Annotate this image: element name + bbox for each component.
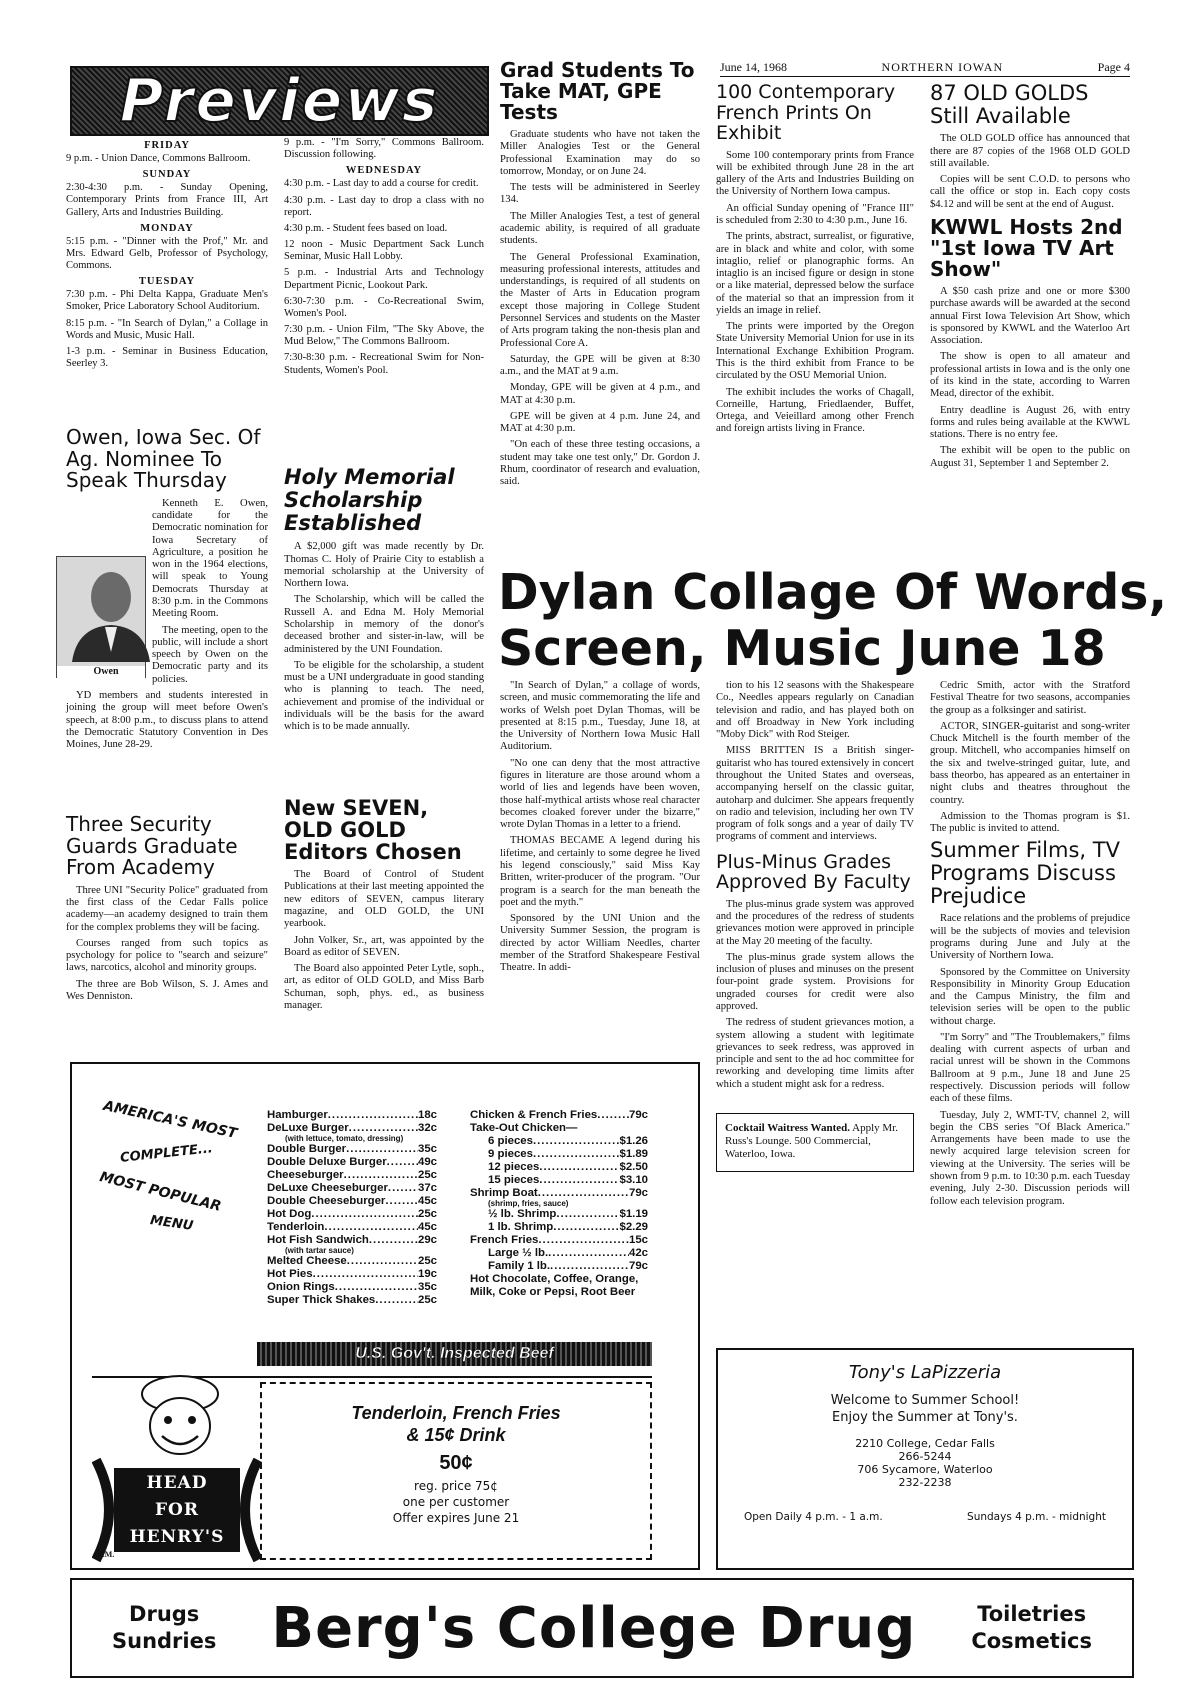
coupon-line-2: & 15¢ Drink [406,1425,506,1445]
menu-item [470,1221,648,1234]
menu-item-price: 25c [417,1208,437,1220]
menu-item-label: Cheeseburger [267,1169,344,1181]
paragraph: The Scholarship, which will be called the Russell A. and Edna M. Holy Memorial Scholarship in memory of the donor's deceased brother and sister-in-law, will be administered by the UNI Foundation. [284,594,484,655]
grad-article [500,60,700,493]
logo-line-2: FOR [154,1500,199,1520]
owen-photo [56,556,146,678]
menu-dot-leader [347,1255,418,1268]
paragraph: GPE will be given at 4 p.m. June 24, and MAT at 4:30 p.m. [500,410,700,435]
bergs-right [971,1601,1092,1655]
menu-item-price: $2.29 [619,1221,648,1233]
menu-item-price: 42c [628,1247,648,1259]
coupon-offer: Offer expires June 21 [392,1511,520,1525]
previews-entry: 7:30 p.m. - Phi Delta Kappa, Graduate Men's Smoker, Price Laboratory School Auditorium. [66,289,268,313]
menu-item [267,1281,437,1294]
dylan-headline-line2: Screen, Music June 18 [498,620,1106,677]
menu-item-price: 25c [417,1255,437,1267]
menu-item-note: (with lettuce, tomato, dressing) [285,1134,404,1143]
menu-dot-leader [533,1148,620,1161]
menu-item [470,1234,648,1247]
tonys-hours-sunday: Sundays 4 p.m. - midnight [967,1511,1106,1523]
owen-lead-text: Kenneth E. Owen, candidate for the Democratic nomination for Iowa Secretary of Agriculture, a position he won in the 1964 elections, will speak to Young Democrats Thursday at 8:30 p.m. in the Commons Meeting Room. [152,497,268,620]
security-body [66,885,268,1004]
paragraph: The exhibit includes the works of Chagall, Corneille, Hartung, Friedlaender, Buffet, Ortega, and Veieillard among other French and foreign artists living in France. [716,386,914,435]
editors-article [284,795,484,1016]
golds-body [930,133,1130,211]
menu-item [267,1109,437,1122]
paragraph: Graduate students who have not taken the Miller Analogies Test or the General Professional Examination may do so tomorrow, Monday, or on June 24. [500,129,700,177]
logo-tm: T.M. [98,1550,115,1559]
paragraph: An official Sunday opening of "France III" is scheduled from 2:30 to 4:30 p.m., June 16. [716,202,914,226]
previews-entry: 5:15 p.m. - "Dinner with the Prof," Mr. and Mrs. Edward Gelb, Professor of Psychology, Commons. [66,235,268,272]
menu-item-price: 15c [628,1234,648,1246]
paragraph: tion to his 12 seasons with the Shakespeare Co., Needles appears regularly on Canadian television and radio, and has played both on and off Broadway in New York including "Moby Dick" with Rod Steiger. [716,680,914,741]
menu-item-label: ½ lb. Shrimp [488,1208,557,1220]
paragraph: The Miller Analogies Test, a test of general academic ability, is required of all graduate students. [500,210,700,247]
menu-item-price: 49c [417,1156,437,1168]
previews-column-2 [284,137,484,381]
menu-item-label: Tenderloin [267,1221,325,1233]
bergs-left [112,1601,216,1655]
menu-dot-leader [375,1294,418,1307]
menu-item-label: DeLuxe Cheeseburger [267,1182,388,1194]
owen-article [66,425,268,755]
paragraph: "No one can deny that the most attractive figures in literature are those around whom a world of lies and legends have been woven, those half-mythical artists whose real character becomes cloaked forever under the bizarre," wrote Dylan Thomas in a letter to a friend. [500,757,700,831]
dylan-body-3 [930,680,1130,835]
henrys-menu-right [470,1109,648,1299]
owen-caption: Owen [57,666,145,678]
menu-item-price: 79c [628,1187,648,1199]
menu-item-price: 25c [417,1169,437,1181]
menu-item-price: $3.10 [619,1174,648,1186]
menu-item-label: Take-Out Chicken— [470,1122,578,1134]
dylan-column-3 [930,680,1130,1212]
menu-item-label: Super Thick Shakes [267,1294,376,1306]
menu-item-price: 18c [417,1109,437,1121]
menu-item-price: 32c [417,1122,437,1134]
menu-item [267,1182,437,1195]
slogan-line-4: MENU [149,1213,195,1234]
editors-body [284,869,484,1012]
masthead-paper: NORTHERN IOWAN [881,60,1004,74]
menu-item [267,1255,437,1268]
menu-item-label: Shrimp Boat [470,1187,538,1199]
menu-dot-leader [550,1260,629,1273]
menu-item-label: Double Burger [267,1143,347,1155]
bergs-cosmetics: Cosmetics [971,1629,1092,1653]
menu-item [267,1156,437,1169]
menu-item-label: 15 pieces [488,1174,540,1186]
slogan-line-3: MOST POPULAR [97,1169,223,1215]
owen-headline: Owen, Iowa Sec. Of Ag. Nominee To Speak Thursday [66,425,261,493]
tonys-name: Tony's LaPizzeria [848,1362,1002,1383]
dylan-headline-line1: Dylan Collage Of Words, [498,564,1168,621]
henrys-menu-left [267,1109,437,1307]
menu-item-label: Onion Rings [267,1281,335,1293]
menu-dot-leader [533,1135,620,1148]
paragraph: Courses ranged from such topics as psychology for police to "search and seizure" laws, narcotics, alcohol and minority groups. [66,937,268,974]
menu-item [267,1143,437,1156]
logo-line-1: HEAD [146,1473,208,1493]
paragraph: A $50 cash prize and one or more $300 purchase awards will be awarded at the second annual First Iowa Television Art Show, which is sponsored by KWWL and the Waterloo Art Association. [930,286,1130,347]
menu-item-label: Hot Pies [267,1268,313,1280]
tonys-phone2: 232-2238 [898,1476,952,1489]
menu-item-price: 37c [417,1182,437,1194]
menu-dot-leader [346,1143,418,1156]
paragraph: "On each of these three testing occasions, a student may take one test only," Dr. Gordon J. Rhum, coordinator of research and evaluation, said. [500,439,700,488]
tonys-enjoy: Enjoy the Summer at Tony's. [832,1410,1018,1425]
menu-dot-leader [385,1195,418,1208]
summer-body [930,913,1130,1207]
logo-text [114,1470,240,1551]
paragraph: Saturday, the GPE will be given at 8:30 a.m., and the MAT at 9 a.m. [500,353,700,378]
previews-entry: 1-3 p.m. - Seminar in Business Education, Seerley 3. [66,345,268,370]
plusminus-headline: Plus-Minus Grades Approved By Faculty [716,850,911,894]
bergs-name: Berg's College Drug [271,1595,917,1661]
paragraph: MISS BRITTEN IS a British singer-guitarist who has toured extensively in concert throughout the United States and overseas, accompanying herself on the classic guitar, autoharp and dulcimer. She appears frequently on radio and television, including her own TV program of folk songs and a year of daily TV programs of comment and interviews. [716,745,914,843]
plusminus-body [716,899,914,1091]
menu-item [470,1273,648,1286]
menu-item-price: 29c [417,1234,437,1246]
masthead-date: June 14, 1968 [720,60,787,74]
paragraph: Some 100 contemporary prints from France will be exhibited through June 28 in the art gallery of the Arts and Industries Building on the University of Northern Iowa campus. [716,149,914,198]
menu-item [267,1169,437,1182]
menu-item-label: Hamburger [267,1109,328,1121]
dylan-body-2 [716,680,914,844]
previews-banner [70,66,489,136]
slogan-line-2: COMPLETE... [119,1141,214,1166]
kwwl-headline: KWWL Hosts 2nd "1st Iowa TV Art Show" [930,215,1123,282]
menu-item [470,1174,648,1187]
paragraph: Monday, GPE will be given at 4 p.m., and MAT at 4:30 p.m. [500,382,700,406]
menu-item-price: $1.19 [619,1208,648,1220]
menu-item-label: 6 pieces [488,1135,533,1147]
paragraph: Sponsored by the Committee on University Responsibility in Minority Group Education and the Campus Ministry, the film and television series will be open to the public without charge. [930,966,1130,1027]
menu-item-price: $1.26 [619,1135,648,1147]
owen-portrait-icon [67,557,155,662]
previews-entry: 7:30-8:30 p.m. - Recreational Swim for Non-Students, Women's Pool. [284,352,484,376]
menu-item-price: 19c [417,1268,437,1280]
paragraph: The prints were imported by the Oregon State University Memorial Union for use in its International Exchange Exhibition Program. This is the third exhibit from France to be circulated by the OSU Memorial Union. [716,321,914,382]
menu-item [470,1247,648,1260]
previews-entry: 2:30-4:30 p.m. - Sunday Opening, Contemporary Prints from France III, Art Gallery, Arts and Industries Building. [66,182,268,218]
security-article [66,812,268,1007]
previews-day-heading: WEDNESDAY [345,165,423,177]
menu-dot-leader [538,1234,629,1247]
menu-item-note: (with tartar sauce) [285,1246,354,1255]
golds-headline: 87 OLD GOLDS Still Available [930,81,1089,128]
menu-item-label: Large ½ lb. [488,1247,549,1259]
paragraph: The tests will be administered in Seerley 134. [500,182,700,206]
menu-item-label: Melted Cheese [267,1255,347,1267]
previews-entry: 4:30 p.m. - Last day to drop a class with no report. [284,194,484,218]
tonys-welcome: Welcome to Summer School! [830,1393,1020,1408]
bergs-sundries: Sundries [112,1629,217,1653]
menu-item [267,1195,437,1208]
tonys-addr1: 2210 College, Cedar Falls [855,1437,995,1450]
menu-item-label: 12 pieces [488,1161,540,1173]
menu-item [470,1286,648,1299]
paragraph: The Board of Control of Student Publications at their last meeting appointed the new editors of SEVEN, campus literary magazine, and OLD GOLD, the UNI yearbook. [284,869,484,930]
paragraph: Sponsored by the UNI Union and the University Summer Session, the program is directed by actor William Needles, charter member of the Stratford Shakespeare Festival Theatre. In addi- [500,913,700,974]
paragraph: Entry deadline is August 26, with entry forms and rules being available at the KWWL stations. There is no entry fee. [930,404,1130,441]
owen-p2: The meeting, open to the public, will include a short speech by Owen on the Democratic party and its policies. [152,624,268,685]
menu-dot-leader [313,1268,418,1281]
previews-entry: 6:30-7:30 p.m. - Co-Recreational Swim, Women's Pool. [284,295,484,319]
holy-article [284,462,484,738]
beef-banner [257,1342,652,1366]
previews-entry: 12 noon - Music Department Sack Lunch Seminar, Music Hall Lobby. [284,239,484,263]
previews-entry: 7:30 p.m. - Union Film, "The Sky Above, the Mud Below," The Commons Ballroom. [284,324,484,348]
menu-item-price: $2.50 [619,1161,648,1173]
menu-item-price: 35c [417,1281,437,1293]
paragraph: John Volker, Sr., art, was appointed by the Board as editor of SEVEN. [284,934,484,958]
henrys-logo [92,1364,262,1564]
paragraph: ACTOR, SINGER-guitarist and song-writer Chuck Mitchell is the fourth member of the group. Mitchell, who accompanies himself on the six and twelve-stringed guitar, lute, and bass theorbo, has appeared as an entertainer in night clubs and theatres throughout the country. [930,720,1130,806]
menu-item [470,1161,648,1174]
menu-item-price: 79c [628,1260,648,1272]
previews-entry: 9 p.m. - "I'm Sorry," Commons Ballroom. Discussion following. [284,137,484,161]
owen-p3: YD members and students interested in joining the group will meet before Owen's speech, at 8:00 p.m., to discuss plans to attend the Democratic Statutory Convention in Des Moines, June 28-29. [66,690,268,751]
editors-headline: New SEVEN, OLD GOLD Editors Chosen [284,796,462,865]
tonys-addr2: 706 Sycamore, Waterloo [857,1463,993,1476]
cocktail-ad-text: Apply Mr. Russ's Lounge. 500 Commercial, Waterloo, Iowa. [725,1121,898,1161]
menu-item [470,1122,648,1135]
menu-dot-leader [387,1156,418,1169]
paragraph: The plus-minus grade system was approved and the procedures of the redress of students grievances motion were approved in principle at the May 20 meeting of the faculty. [716,898,914,947]
paragraph: Copies will be sent C.O.D. to persons who call the office or stop in. Each copy costs $4.12 and will be sent at the end of August. [930,174,1130,210]
slogan-line-1: AMERICA'S MOST [101,1098,239,1142]
paragraph: A $2,000 gift was made recently by Dr. Thomas C. Holy of Prairie City to establish a memorial scholarship at the University of Northern Iowa. [284,541,484,590]
menu-dot-leader [553,1221,619,1234]
menu-item-label: 9 pieces [488,1148,533,1160]
paragraph: Admission to the Thomas program is $1. The public is invited to attend. [930,810,1130,835]
menu-dot-leader [344,1169,418,1182]
menu-item-label: Milk, Coke or Pepsi, Root Beer [470,1286,636,1298]
menu-item-price: 35c [417,1143,437,1155]
holy-body [284,541,484,733]
paragraph: The prints, abstract, surrealist, or figurative, are in black and white and color, with some intaglio, relief or planographic forms. An intaglio is an incised figure or design in stone or a like material, depressed below the surface of the material so that an impression from it yields an image in relief. [716,231,914,316]
paragraph: The plus-minus grade system allows the inclusion of pluses and minuses on the present four-point grade system. Provisions for ungraded courses for credit were also approved. [716,951,914,1012]
menu-dot-leader [388,1182,418,1195]
bergs-ad [70,1578,1134,1678]
paragraph: "In Search of Dylan," a collage of words, screen, and music commemorating the life and works of Welsh poet Dylan Thomas, will be presented at 8:15 p.m., Tuesday, June 18, at the University of Northern Iowa Music Hall Auditorium. [500,680,700,753]
menu-item-note: (shrimp, fries, sauce) [488,1199,569,1208]
menu-dot-leader [556,1208,619,1221]
paragraph: Race relations and the problems of prejudice will be the subjects of movies and television programs during June and July at the University of Northern Iowa. [930,913,1130,962]
menu-item-label: Double Deluxe Burger [267,1156,387,1168]
menu-item-price: 79c [628,1109,648,1121]
previews-day-heading: MONDAY [140,222,194,234]
kwwl-body [930,286,1130,470]
bergs-drugs: Drugs [129,1602,200,1626]
menu-dot-leader [335,1281,418,1294]
menu-item [267,1294,437,1307]
grad-headline: Grad Students To Take MAT, GPE Tests [500,58,695,124]
holy-headline: Holy Memorial Scholarship Established [284,465,455,536]
bergs-toiletries: Toiletries [977,1602,1087,1626]
paragraph: To be eligible for the scholarship, a student must be a UNI undergraduate in good standing who is planning to teach. The need, achievement and promise of the individual or individuals will be the basis for the award which is to be made annually. [284,659,484,733]
menu-item-label: Family 1 lb. [488,1260,551,1272]
previews-entry: 5 p.m. - Industrial Arts and Technology Department Picnic, Lookout Park. [284,267,484,291]
menu-item [267,1208,437,1221]
paragraph: The OLD GOLD office has announced that there are 87 copies of the 1968 OLD GOLD still available. [930,133,1130,169]
menu-dot-leader [539,1174,619,1187]
previews-day-heading: SUNDAY [142,169,192,181]
cocktail-ad [716,1113,914,1173]
paragraph: The three are Bob Wilson, S. J. Ames and Wes Denniston. [66,978,268,1003]
tonys-hours-daily: Open Daily 4 p.m. - 1 a.m. [744,1511,883,1523]
henrys-ad [70,1062,700,1570]
menu-item-price: $1.89 [619,1148,648,1160]
menu-item [267,1221,437,1234]
prints-headline: 100 Contemporary French Prints On Exhibit [716,81,896,145]
cocktail-ad-title: Cocktail Waitress Wanted. [725,1121,850,1134]
paragraph: Three UNI "Security Police" graduated from the first class of the Cedar Falls police academy—an academy designed to train them for the complex problems they will be facing. [66,884,268,933]
dylan-column-2 [716,680,914,1172]
menu-item [267,1268,437,1281]
paragraph: THOMAS BECAME A legend during his lifetime, and certainly to some degree he lived his legend consciously," said Miss Kay Britten, writer-producer of the program. "Our program is a search for the man beneath the poet and the myth." [500,835,700,908]
masthead [720,60,1130,77]
henrys-slogan [92,1092,262,1252]
paragraph: Tuesday, July 2, WMT-TV, channel 2, will begin the CBS series "Of Black America." Arrangements have been made to use the newly acquired large television screen for viewing at the University. The series will be shown from 9 p.m. to 10:30 p.m. each Tuesday evening, July 2-30. Discussion periods will follow each television program. [930,1109,1130,1207]
dylan-body-1 [500,680,700,974]
paragraph: The redress of student grievances motion, a system allowing a student with legitimate grievances to seek redress, was approved in principle and sent to the ad hoc committee for reworking and developing time limits after which a student might ask for a redress. [716,1017,914,1090]
menu-item-label: Hot Fish Sandwich [267,1234,369,1246]
menu-item-label: Double Cheeseburger [267,1195,386,1207]
menu-item-label: 1 lb. Shrimp [488,1221,554,1233]
prints-body [716,150,914,436]
menu-dot-leader [324,1221,418,1234]
menu-item [470,1260,648,1273]
paragraph: The General Professional Examination, measuring professional interests, attitudes and understandings, is required of all students on the Master of Arts in Education program except those majoring in College Student Personnel Services and students on the Master of Arts program taking the non-thesis plan and Professional Core A. [500,251,700,349]
golds-article [930,82,1130,474]
menu-item-price: 25c [417,1294,437,1306]
previews-entry: 8:15 p.m. - "In Search of Dylan," a Collage in Words and Music, Music Hall. [66,317,268,341]
previews-day-heading: FRIDAY [144,140,190,151]
menu-item-price: 45c [417,1221,437,1233]
menu-item-label: Chicken & French Fries [470,1109,598,1121]
paragraph: "I'm Sorry" and "The Troublemakers," films dealing with current aspects of urban and racial unrest will be shown in the Commons Ballroom at 9 p.m., June 18 and June 25 respectively. Discussion periods will follow each of these films. [930,1031,1130,1105]
coupon-line-1: Tenderloin, French Fries [351,1403,561,1423]
beef-text: U.S. Gov't. Inspected Beef [355,1345,554,1362]
summer-headline: Summer Films, TV Programs Discuss Prejudice [930,838,1120,908]
menu-dot-leader [328,1109,418,1122]
menu-item-price: 45c [417,1195,437,1207]
paragraph: Cedric Smith, actor with the Stratford Festival Theatre for two seasons, accompanies the group as a folksinger and satirist. [930,680,1130,716]
grad-body [500,129,700,489]
paragraph: The exhibit will be open to the public on August 31, September 1 and September 2. [930,445,1130,469]
previews-entry: 4:30 p.m. - Student fees based on load. [284,222,448,234]
coupon-reg: reg. price 75¢ [414,1479,498,1493]
menu-item [470,1109,648,1122]
menu-item-label: French Fries [470,1234,539,1246]
tonys-ad [716,1348,1134,1570]
menu-item [470,1148,648,1161]
menu-dot-leader [548,1247,629,1260]
menu-item-label: Hot Dog [267,1208,312,1220]
security-headline: Three Security Guards Graduate From Academy [66,812,238,880]
menu-dot-leader [539,1161,619,1174]
menu-dot-leader [597,1109,629,1122]
previews-entry: 4:30 p.m. - Last day to add a course for credit. [284,178,479,190]
coupon-per: one per customer [402,1495,510,1509]
menu-dot-leader [369,1234,418,1247]
tonys-phone1: 266-5244 [898,1450,952,1463]
coupon-price: 50¢ [439,1452,473,1474]
menu-item-label: DeLuxe Burger [267,1122,349,1134]
dylan-headline [498,564,1168,677]
previews-entry: 9 p.m. - Union Dance, Commons Ballroom. [66,153,251,164]
prints-article [716,82,914,440]
menu-dot-leader [311,1208,418,1221]
previews-column-1 [66,137,268,374]
menu-item [470,1135,648,1148]
masthead-page: Page 4 [1097,60,1130,74]
logo-line-3: HENRY'S [129,1527,225,1547]
paragraph: The Board also appointed Peter Lytle, soph., art, as editor of OLD GOLD, and Miss Barb Schuman, soph, phys. ed., as business manager. [284,963,484,1011]
previews-day-heading: TUESDAY [138,276,196,288]
henrys-coupon [260,1382,652,1560]
dylan-column-1 [500,680,700,978]
paragraph: The show is open to all amateur and professional artists in Iowa and is the only one of its kind in the state, according to Warren Mead, director of the exhibit. [930,351,1130,400]
menu-item-label: Hot Chocolate, Coffee, Orange, [470,1273,639,1285]
menu-item [470,1208,648,1221]
previews-title: Previews [119,66,440,136]
